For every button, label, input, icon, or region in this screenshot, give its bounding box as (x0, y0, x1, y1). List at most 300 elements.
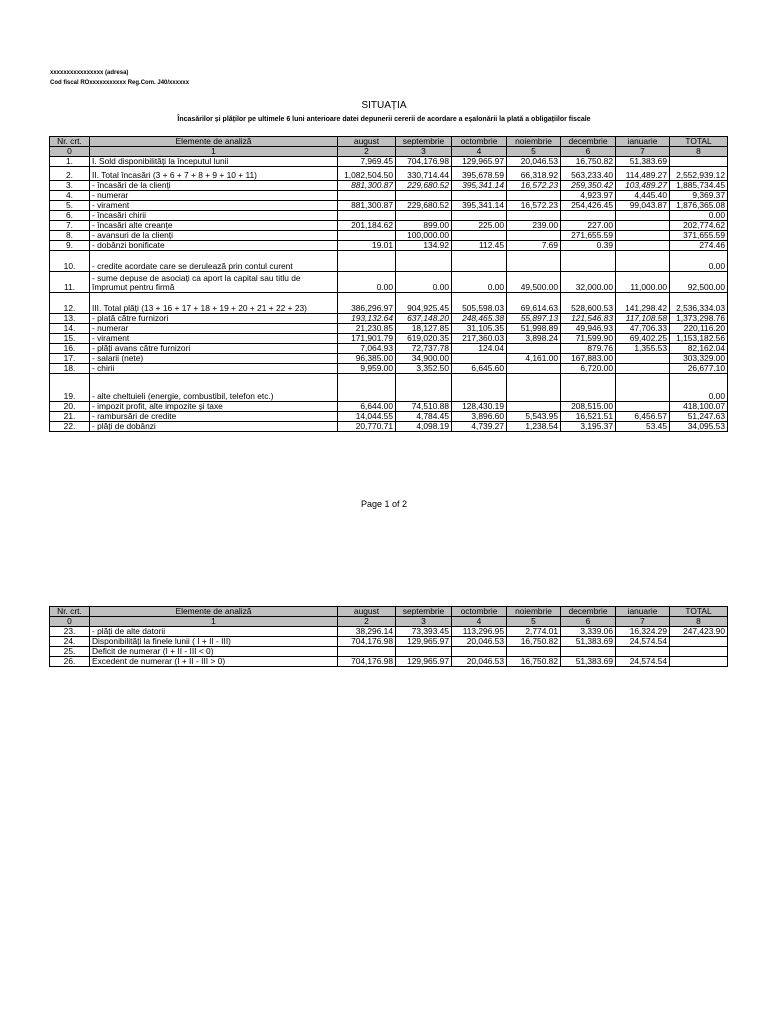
value-cell: 3,352.50 (396, 364, 452, 374)
value-cell: 32,000.00 (561, 272, 616, 293)
table-row (50, 251, 728, 272)
row-number: 13. (50, 314, 90, 324)
value-cell: 24,574.54 (616, 637, 670, 647)
value-cell (507, 344, 561, 354)
value-cell (616, 241, 670, 251)
row-number: 8. (50, 231, 90, 241)
column-header: august (338, 607, 396, 617)
column-number: 8 (670, 617, 728, 627)
value-cell: 563,233.40 (561, 167, 616, 181)
value-cell: 1,885,734.45 (670, 181, 728, 191)
table-row (50, 241, 728, 251)
value-cell (396, 191, 452, 201)
value-cell: 16,750.82 (507, 657, 561, 667)
column-number: 1 (90, 617, 338, 627)
row-label: - dobânzi bonificate (90, 241, 338, 251)
value-cell (507, 647, 561, 657)
column-header: Elemente de analiză (90, 607, 338, 617)
value-cell: 34,900.00 (396, 354, 452, 364)
column-number: 7 (616, 147, 670, 157)
value-cell: 201,184.62 (338, 221, 396, 231)
column-number: 0 (50, 147, 90, 157)
column-number: 7 (616, 617, 670, 627)
value-cell (616, 251, 670, 272)
value-cell: 271,655.59 (561, 231, 616, 241)
value-cell: 16,572.23 (507, 201, 561, 211)
row-number: 3. (50, 181, 90, 191)
value-cell: 38,296.14 (338, 627, 396, 637)
value-cell: 217,360.03 (452, 334, 507, 344)
value-cell: 141,298.42 (616, 293, 670, 314)
table-row (50, 181, 728, 191)
value-cell (452, 647, 507, 657)
value-cell: 386,296.97 (338, 293, 396, 314)
table-row (50, 657, 728, 667)
row-label: - impozit profit, alte impozite și taxe (90, 402, 338, 412)
column-number: 3 (396, 617, 452, 627)
value-cell: 167,883.00 (561, 354, 616, 364)
value-cell: 3,898.24 (507, 334, 561, 344)
value-cell: 16,750.82 (561, 157, 616, 167)
column-number-row (50, 147, 728, 157)
row-number: 5. (50, 201, 90, 211)
value-cell: 92,500.00 (670, 272, 728, 293)
value-cell: 239.00 (507, 221, 561, 231)
value-cell: 505,598.03 (452, 293, 507, 314)
value-cell: 6,644.00 (338, 402, 396, 412)
value-cell: 114,489.27 (616, 167, 670, 181)
value-cell: 121,546.83 (561, 314, 616, 324)
column-number: 6 (561, 617, 616, 627)
value-cell: 3,195.37 (561, 422, 616, 432)
table-row (50, 422, 728, 432)
value-cell: 3,339.06 (561, 627, 616, 637)
row-label: - încasări de la clienți (90, 181, 338, 191)
column-number: 5 (507, 617, 561, 627)
value-cell (452, 251, 507, 272)
table-row (50, 402, 728, 412)
value-cell: 0.00 (670, 211, 728, 221)
value-cell: 6,456.57 (616, 412, 670, 422)
table-row (50, 231, 728, 241)
row-number: 14. (50, 324, 90, 334)
value-cell: 225.00 (452, 221, 507, 231)
value-cell: 7,969.45 (338, 157, 396, 167)
value-cell (338, 374, 396, 402)
value-cell: 113,296.95 (452, 627, 507, 637)
value-cell: 99,043.87 (616, 201, 670, 211)
column-number: 2 (338, 617, 396, 627)
table-row (50, 221, 728, 231)
value-cell: 248,465.38 (452, 314, 507, 324)
value-cell: 96,385.00 (338, 354, 396, 364)
value-cell: 208,515.00 (561, 402, 616, 412)
value-cell: 49,500.00 (507, 272, 561, 293)
column-header: august (338, 137, 396, 147)
table-row (50, 627, 728, 637)
row-number: 7. (50, 221, 90, 231)
value-cell: 9,959.00 (338, 364, 396, 374)
value-cell: 26,677.10 (670, 364, 728, 374)
row-number: 10. (50, 251, 90, 272)
value-cell: 4,098.19 (396, 422, 452, 432)
value-cell: 9,369.37 (670, 191, 728, 201)
value-cell: 18,127.85 (396, 324, 452, 334)
value-cell (616, 402, 670, 412)
row-label: - plată către furnizori (90, 314, 338, 324)
value-cell (338, 251, 396, 272)
value-cell: 124.04 (452, 344, 507, 354)
column-header: noiembrie (507, 607, 561, 617)
company-address: xxxxxxxxxxxxxxxx (adresa) (50, 70, 129, 76)
value-cell: 259,350.42 (561, 181, 616, 191)
row-number: 9. (50, 241, 90, 251)
value-cell: 7.69 (507, 241, 561, 251)
value-cell: 0.00 (338, 272, 396, 293)
row-label: Excedent de numerar (I + II - III > 0) (90, 657, 338, 667)
value-cell: 881,300.87 (338, 201, 396, 211)
row-label: II. Total încasări (3 + 6 + 7 + 8 + 9 + 10 + 11) (90, 167, 338, 181)
value-cell (396, 211, 452, 221)
value-cell: 2,536,334.03 (670, 293, 728, 314)
row-number: 21. (50, 412, 90, 422)
value-cell (507, 374, 561, 402)
value-cell (452, 191, 507, 201)
value-cell: 5,543.95 (507, 412, 561, 422)
value-cell: 20,046.53 (452, 657, 507, 667)
document-title: SITUAȚIA (361, 100, 407, 111)
value-cell: 528,600.53 (561, 293, 616, 314)
value-cell: 4,784.45 (396, 412, 452, 422)
value-cell (507, 251, 561, 272)
value-cell (670, 647, 728, 657)
value-cell: 24,574.54 (616, 657, 670, 667)
value-cell: 72,737.78 (396, 344, 452, 354)
value-cell (616, 364, 670, 374)
value-cell: 303,329.00 (670, 354, 728, 364)
value-cell: 73,393.45 (396, 627, 452, 637)
value-cell (670, 637, 728, 647)
value-cell: 0.00 (452, 272, 507, 293)
value-cell: 74,510.88 (396, 402, 452, 412)
header-row (50, 607, 728, 617)
value-cell: 3,896.60 (452, 412, 507, 422)
column-number-row (50, 617, 728, 627)
value-cell: 51,247.63 (670, 412, 728, 422)
value-cell: 330,714.44 (396, 167, 452, 181)
value-cell (507, 402, 561, 412)
value-cell: 16,521.51 (561, 412, 616, 422)
value-cell: 100,000.00 (396, 231, 452, 241)
value-cell: 881,300.87 (338, 181, 396, 191)
row-number: 6. (50, 211, 90, 221)
value-cell (561, 211, 616, 221)
value-cell: 220,116.20 (670, 324, 728, 334)
value-cell: 229,680.52 (396, 201, 452, 211)
value-cell (670, 657, 728, 667)
value-cell: 247,423.90 (670, 627, 728, 637)
column-number: 5 (507, 147, 561, 157)
table-row (50, 637, 728, 647)
value-cell: 274.46 (670, 241, 728, 251)
row-label: - plăți de alte datorii (90, 627, 338, 637)
column-header: septembrie (396, 137, 452, 147)
value-cell: 7,064.93 (338, 344, 396, 354)
table-row (50, 191, 728, 201)
row-label: - chirii (90, 364, 338, 374)
row-label: Deficit de numerar (I + II - III < 0) (90, 647, 338, 657)
value-cell: 2,774.01 (507, 627, 561, 637)
value-cell: 34,095.53 (670, 422, 728, 432)
page-number: Page 1 of 2 (360, 499, 408, 509)
value-cell: 69,402.25 (616, 334, 670, 344)
row-number: 25. (50, 647, 90, 657)
table-row (50, 647, 728, 657)
value-cell: 49,946.93 (561, 324, 616, 334)
value-cell: 51,383.69 (561, 637, 616, 647)
value-cell: 704,176.98 (396, 157, 452, 167)
company-registration: Cod fiscal ROxxxxxxxxxxx Reg.Com. J40/xxxxxx (50, 80, 190, 86)
value-cell: 16,750.82 (507, 637, 561, 647)
value-cell (670, 157, 728, 167)
column-header: TOTAL (670, 607, 728, 617)
value-cell: 66,318.92 (507, 167, 561, 181)
value-cell: 16,324.29 (616, 627, 670, 637)
value-cell (338, 191, 396, 201)
row-label: I. Sold disponibilități la începutul lunii (90, 157, 338, 167)
value-cell: 227.00 (561, 221, 616, 231)
value-cell: 418,100.07 (670, 402, 728, 412)
row-label: - rambursări de credite (90, 412, 338, 422)
row-label: - încasări chirii (90, 211, 338, 221)
value-cell (616, 374, 670, 402)
value-cell: 129,965.97 (396, 637, 452, 647)
table-row (50, 314, 728, 324)
value-cell: 1,876,365.08 (670, 201, 728, 211)
value-cell (338, 231, 396, 241)
row-label: - numerar (90, 191, 338, 201)
row-number: 17. (50, 354, 90, 364)
column-number: 2 (338, 147, 396, 157)
column-header: Nr. crt. (50, 137, 90, 147)
column-number: 4 (452, 147, 507, 157)
row-label: - sume depuse de asociați ca aport la capital sau titlu de împrumut pentru firmă (90, 272, 338, 293)
value-cell: 0.39 (561, 241, 616, 251)
value-cell: 11,000.00 (616, 272, 670, 293)
row-number: 26. (50, 657, 90, 667)
value-cell: 21,230.85 (338, 324, 396, 334)
cashflow-table-page-2 (49, 606, 728, 667)
value-cell: 1,153,182.56 (670, 334, 728, 344)
column-header: ianuarie (616, 607, 670, 617)
table-row (50, 354, 728, 364)
value-cell: 4,445.40 (616, 191, 670, 201)
value-cell: 619,020.35 (396, 334, 452, 344)
value-cell: 704,176.98 (338, 657, 396, 667)
row-number: 16. (50, 344, 90, 354)
value-cell: 117,108.58 (616, 314, 670, 324)
value-cell (338, 647, 396, 657)
row-number: 11. (50, 272, 90, 293)
value-cell: 904,925.45 (396, 293, 452, 314)
value-cell (616, 354, 670, 364)
value-cell (452, 354, 507, 364)
row-number: 22. (50, 422, 90, 432)
value-cell (507, 211, 561, 221)
row-number: 19. (50, 374, 90, 402)
value-cell (616, 211, 670, 221)
value-cell (507, 364, 561, 374)
value-cell: 71,599.90 (561, 334, 616, 344)
value-cell: 395,341.14 (452, 201, 507, 211)
value-cell: 637,148.20 (396, 314, 452, 324)
table-row (50, 211, 728, 221)
value-cell (561, 647, 616, 657)
value-cell (561, 251, 616, 272)
value-cell: 254,426.45 (561, 201, 616, 211)
column-header: octombrie (452, 137, 507, 147)
value-cell: 202,774.62 (670, 221, 728, 231)
value-cell: 395,678.59 (452, 167, 507, 181)
column-number: 0 (50, 617, 90, 627)
value-cell: 112.45 (452, 241, 507, 251)
table-row (50, 167, 728, 181)
value-cell: 879.76 (561, 344, 616, 354)
row-number: 4. (50, 191, 90, 201)
row-number: 1. (50, 157, 90, 167)
value-cell (616, 647, 670, 657)
row-label: - plăți de dobânzi (90, 422, 338, 432)
column-header: septembrie (396, 607, 452, 617)
table-row (50, 272, 728, 293)
value-cell (452, 231, 507, 241)
column-header: Nr. crt. (50, 607, 90, 617)
value-cell: 371,655.59 (670, 231, 728, 241)
value-cell (452, 211, 507, 221)
value-cell: 193,132.64 (338, 314, 396, 324)
value-cell: 899.00 (396, 221, 452, 231)
value-cell (396, 647, 452, 657)
row-number: 15. (50, 334, 90, 344)
value-cell: 31,105.35 (452, 324, 507, 334)
column-header: decembrie (561, 607, 616, 617)
cashflow-table-page-1 (49, 136, 728, 432)
value-cell (396, 374, 452, 402)
row-number: 2. (50, 167, 90, 181)
column-header: decembrie (561, 137, 616, 147)
value-cell: 0.00 (670, 374, 728, 402)
value-cell: 69,614.63 (507, 293, 561, 314)
value-cell (396, 251, 452, 272)
table-row (50, 324, 728, 334)
row-number: 20. (50, 402, 90, 412)
row-label: - plăți avans către furnizori (90, 344, 338, 354)
value-cell: 129,965.97 (452, 157, 507, 167)
value-cell: 20,046.53 (452, 637, 507, 647)
value-cell (338, 211, 396, 221)
value-cell: 6,645.60 (452, 364, 507, 374)
value-cell: 395,341.14 (452, 181, 507, 191)
value-cell: 1,082,504.50 (338, 167, 396, 181)
value-cell: 16,572.23 (507, 181, 561, 191)
value-cell: 82,162.04 (670, 344, 728, 354)
value-cell: 4,161.00 (507, 354, 561, 364)
row-number: 24. (50, 637, 90, 647)
column-number: 6 (561, 147, 616, 157)
row-label: - alte cheltuieli (energie, combustibil, telefon etc.) (90, 374, 338, 402)
value-cell: 1,355.53 (616, 344, 670, 354)
row-label: - numerar (90, 324, 338, 334)
value-cell (561, 374, 616, 402)
table-row (50, 157, 728, 167)
column-number: 4 (452, 617, 507, 627)
value-cell: 51,383.69 (561, 657, 616, 667)
column-header: TOTAL (670, 137, 728, 147)
document-subtitle: Încasărilor și plăților pe ultimele 6 luni anterioare datei depunerii cererii de acordare a eșalonării la plată a obligațiilor fiscale (177, 116, 591, 123)
row-label: - virament (90, 201, 338, 211)
value-cell: 51,998.89 (507, 324, 561, 334)
value-cell: 128,430.19 (452, 402, 507, 412)
header-row (50, 137, 728, 147)
table-row (50, 412, 728, 422)
column-header: octombrie (452, 607, 507, 617)
value-cell (452, 374, 507, 402)
row-label: - salarii (nete) (90, 354, 338, 364)
column-header: Elemente de analiză (90, 137, 338, 147)
value-cell: 4,739.27 (452, 422, 507, 432)
value-cell: 4,923.97 (561, 191, 616, 201)
value-cell: 0.00 (396, 272, 452, 293)
value-cell: 0.00 (670, 251, 728, 272)
table-row (50, 344, 728, 354)
column-header: noiembrie (507, 137, 561, 147)
value-cell: 20,046.53 (507, 157, 561, 167)
value-cell: 6,720.00 (561, 364, 616, 374)
value-cell: 229,680.52 (396, 181, 452, 191)
value-cell: 47,706.33 (616, 324, 670, 334)
row-number: 12. (50, 293, 90, 314)
value-cell (507, 231, 561, 241)
table-row (50, 293, 728, 314)
value-cell (616, 221, 670, 231)
value-cell (507, 191, 561, 201)
value-cell: 103,489.27 (616, 181, 670, 191)
value-cell: 20,770.71 (338, 422, 396, 432)
column-number: 1 (90, 147, 338, 157)
row-label: - credite acordate care se derulează prin contul curent (90, 251, 338, 272)
row-number: 23. (50, 627, 90, 637)
value-cell: 2,552,939.12 (670, 167, 728, 181)
value-cell: 1,373,298.76 (670, 314, 728, 324)
value-cell: 704,176.98 (338, 637, 396, 647)
row-number: 18. (50, 364, 90, 374)
value-cell: 19.01 (338, 241, 396, 251)
row-label: III. Total plăți (13 + 16 + 17 + 18 + 19 + 20 + 21 + 22 + 23) (90, 293, 338, 314)
value-cell: 134.92 (396, 241, 452, 251)
value-cell: 51,383.69 (616, 157, 670, 167)
value-cell: 1,238.54 (507, 422, 561, 432)
value-cell: 171,901.79 (338, 334, 396, 344)
row-label: - încasări alte creanțe (90, 221, 338, 231)
row-label: - virament (90, 334, 338, 344)
row-label: - avansuri de la clienți (90, 231, 338, 241)
table-row (50, 334, 728, 344)
row-label: Disponibilități la finele lunii ( I + II - III) (90, 637, 338, 647)
column-number: 8 (670, 147, 728, 157)
value-cell (616, 231, 670, 241)
value-cell: 53.45 (616, 422, 670, 432)
value-cell: 55,897.13 (507, 314, 561, 324)
